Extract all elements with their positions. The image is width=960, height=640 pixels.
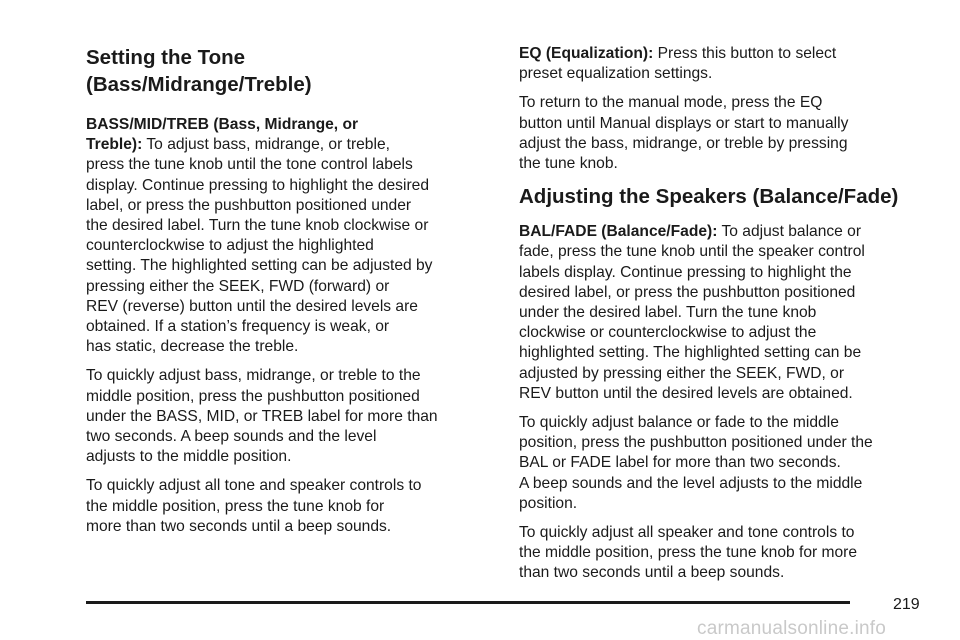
left-column — [86, 44, 496, 546]
paragraph-line — [519, 44, 924, 64]
heading-line: (Bass/Midrange/Treble) — [86, 73, 312, 96]
paragraph-quick-adjust-all — [86, 476, 496, 537]
paragraph-line: desired label, or press the pushbutton positioned — [519, 283, 856, 301]
paragraph-line: position, press the pushbutton positioned under the — [519, 434, 873, 452]
paragraph-quick-adjust-tone — [86, 366, 496, 467]
paragraph-line: REV (reverse) button until the desired levels are — [86, 297, 418, 315]
paragraph-line: To quickly adjust all speaker and tone controls to — [519, 524, 855, 542]
paragraph-line: preset equalization settings. — [519, 65, 713, 83]
paragraph-line: button until Manual displays or start to manually — [519, 114, 849, 132]
term-label: BAL/FADE (Balance/Fade): — [519, 223, 718, 241]
paragraph-line: BAL or FADE label for more than two seconds. — [519, 454, 841, 472]
paragraph-line: adjusted by pressing either the SEEK, FWD, or — [519, 364, 845, 382]
paragraph-eq — [519, 44, 924, 84]
paragraph-line: labels display. Continue pressing to highlight the — [519, 263, 852, 281]
paragraph-line: the tune knob. — [519, 155, 618, 173]
paragraph-quick-adjust-balance — [519, 413, 924, 514]
paragraph-line: more than two seconds until a beep sounds. — [86, 517, 392, 535]
paragraph-line: under the BASS, MID, or TREB label for more than — [86, 407, 438, 425]
paragraph-line: than two seconds until a beep sounds. — [519, 564, 785, 582]
watermark: carmanualsonline.info — [697, 618, 887, 639]
paragraph-line: A beep sounds and the level adjusts to the middle — [519, 474, 863, 492]
term-label: Treble): — [86, 136, 143, 154]
paragraph-line: press the tune knob until the tone control labels — [86, 156, 413, 174]
paragraph-line: pressing either the SEEK, FWD (forward) or — [86, 277, 390, 295]
paragraph-line — [519, 222, 924, 242]
right-column — [519, 44, 924, 593]
paragraph-manual-mode — [519, 93, 924, 174]
paragraph-line: counterclockwise to adjust the highlighted — [86, 237, 374, 255]
paragraph-line: To quickly adjust balance or fade to the middle — [519, 414, 839, 432]
paragraph-line: fade, press the tune knob until the speaker control — [519, 243, 865, 261]
section-heading-speakers: Adjusting the Speakers (Balance/Fade) — [519, 185, 899, 209]
paragraph-line: label, or press the pushbutton positioned under — [86, 196, 412, 214]
paragraph-line: highlighted setting. The highlighted setting can be — [519, 344, 862, 362]
paragraph-line: adjust the bass, midrange, or treble by pressing — [519, 134, 848, 152]
paragraph-line: setting. The highlighted setting can be adjusted by — [86, 257, 433, 275]
paragraph-text: Press this button to select — [657, 45, 837, 62]
paragraph-line — [86, 115, 496, 135]
paragraph-text: To adjust bass, midrange, or treble, — [146, 136, 390, 154]
paragraph-line — [86, 135, 496, 155]
page-number: 219 — [893, 596, 920, 613]
paragraph-line: the desired label. Turn the tune knob clockwise or — [86, 217, 429, 235]
paragraph-line: REV button until the desired levels are obtained. — [519, 384, 853, 402]
paragraph-quick-adjust-speakers — [519, 523, 924, 584]
paragraph-line: two seconds. A beep sounds and the level — [86, 428, 377, 446]
paragraph-line: display. Continue pressing to highlight the desired — [86, 176, 429, 194]
paragraph-line: has static, decrease the treble. — [86, 338, 299, 356]
section-heading-tone — [86, 44, 496, 98]
footer-rule — [86, 601, 850, 604]
term-label: EQ (Equalization): — [519, 45, 654, 62]
paragraph-line: To quickly adjust bass, midrange, or treble to the — [86, 367, 421, 385]
paragraph-line: To return to the manual mode, press the EQ — [519, 94, 823, 112]
paragraph-line: To quickly adjust all tone and speaker controls to — [86, 477, 422, 495]
paragraph-line: position. — [519, 494, 578, 512]
paragraph-line: obtained. If a station’s frequency is weak, or — [86, 318, 390, 336]
term-label: BASS/MID/TREB (Bass, Midrange, or — [86, 116, 359, 133]
paragraph-line: clockwise or counterclockwise to adjust the — [519, 324, 817, 342]
paragraph-bass-mid-treb — [86, 115, 496, 357]
paragraph-text: To adjust balance or — [721, 223, 862, 241]
paragraph-line: adjusts to the middle position. — [86, 448, 292, 466]
heading-line: Setting the Tone — [86, 46, 246, 69]
paragraph-line: the middle position, press the tune knob for — [86, 497, 385, 515]
paragraph-line: the middle position, press the tune knob for more — [519, 544, 858, 562]
paragraph-line: middle position, press the pushbutton positioned — [86, 387, 420, 405]
paragraph-line: under the desired label. Turn the tune knob — [519, 304, 817, 322]
paragraph-bal-fade — [519, 222, 924, 404]
